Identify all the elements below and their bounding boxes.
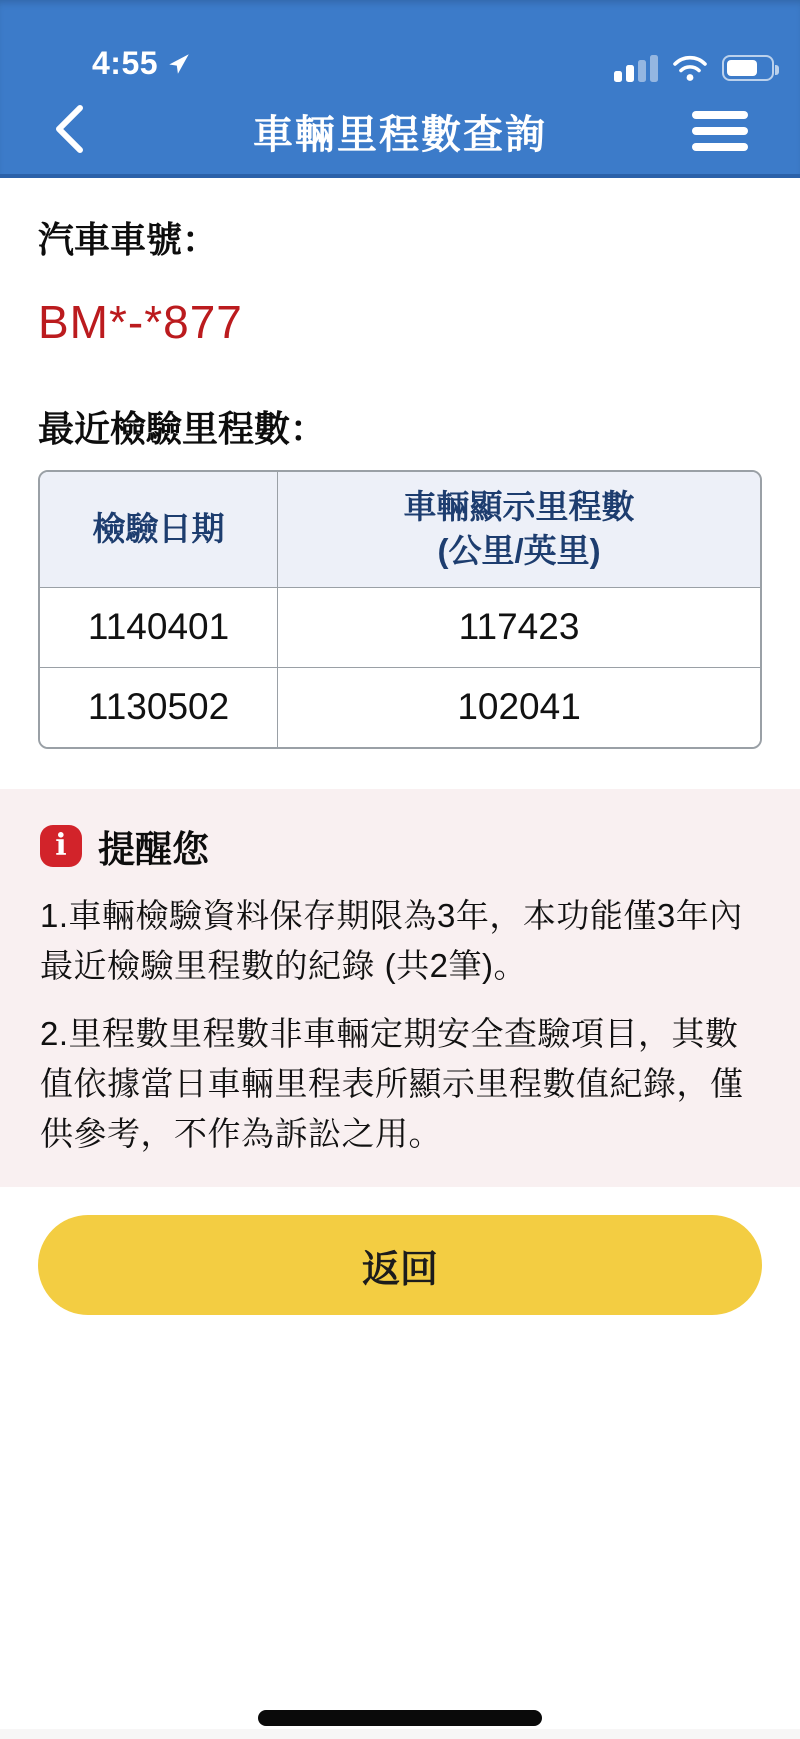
location-arrow-icon (166, 51, 192, 77)
hamburger-bar (692, 127, 748, 135)
notice-item-1: 1.車輛檢驗資料保存期限為3年，本功能僅3年內最近檢驗里程數的紀錄 (共2筆)。 (40, 897, 743, 984)
header (0, 0, 800, 178)
inspection-date-cell: 1140401 (40, 587, 278, 667)
info-icon: i (40, 825, 82, 867)
main-content (0, 212, 800, 749)
battery-icon (722, 55, 774, 81)
notice-title: 提醒您 (98, 829, 209, 870)
page-title: 車輛里程數查詢 (253, 112, 547, 157)
header-inspection-date: 檢驗日期 (40, 472, 278, 587)
table-header-row (40, 472, 760, 587)
status-time-group (92, 45, 192, 82)
return-button[interactable]: 返回 (38, 1215, 762, 1315)
table-row (40, 587, 760, 667)
home-indicator[interactable] (258, 1710, 542, 1726)
status-bar (0, 0, 800, 88)
table-row (40, 667, 760, 747)
recent-mileage-label: 最近檢驗里程數： (38, 408, 327, 449)
plate-number-value: BM*-*877 (38, 296, 243, 348)
wifi-icon (672, 54, 708, 82)
clock-time: 4:55 (92, 45, 159, 81)
inspection-date-cell: 1130502 (40, 667, 278, 747)
header-displayed-mileage: 車輛顯示里程數 (公里/英里) (278, 472, 760, 587)
chevron-left-icon (52, 103, 86, 160)
hamburger-menu-button[interactable] (688, 111, 748, 151)
hamburger-bar (692, 143, 748, 151)
navigation-bar (0, 88, 800, 174)
reminder-notice (0, 789, 800, 1187)
notice-item-2: 2.里程數里程數非車輛定期安全查驗項目，其數值依據當日車輛里程表所顯示里程數值紀錄，僅供參考，不作為訴訟之用。 (40, 1015, 744, 1152)
notice-header (40, 819, 760, 873)
back-button[interactable] (52, 103, 112, 160)
mileage-table (38, 470, 762, 749)
plate-number-label: 汽車車號： (38, 219, 219, 260)
mileage-cell: 117423 (278, 587, 760, 667)
status-right-icons (614, 54, 774, 82)
hamburger-bar (692, 111, 748, 119)
bottom-strip (0, 1729, 800, 1739)
mileage-cell: 102041 (278, 667, 760, 747)
cellular-signal-icon (614, 54, 658, 82)
